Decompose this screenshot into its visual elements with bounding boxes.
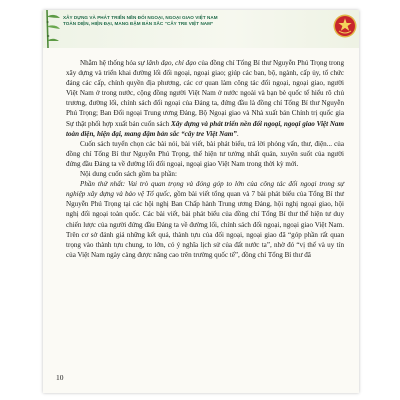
book-page: [43, 10, 359, 393]
running-header: [43, 10, 359, 48]
paragraph: [66, 179, 344, 260]
running-header-line-1: XÂY DỰNG VÀ PHÁT TRIỂN NỀN ĐỐI NGOẠI, NGOẠI GIAO VIỆT NAM: [63, 15, 218, 20]
paragraph: [66, 169, 344, 179]
text-run: Phần thứ nhất: Vai trò quan trọng và đóng góp to lớn của công tác đối ngoại trong sự nghiệp xây dựng và bảo vệ Tổ quốc: [66, 180, 344, 199]
paragraph: [66, 58, 344, 139]
text-run: .: [236, 129, 239, 138]
text-run: Nội dung cuốn sách gồm ba phần:: [80, 170, 177, 179]
page-number: 10: [56, 373, 64, 382]
body-text: [66, 58, 344, 260]
communist-party-emblem-icon: [333, 14, 357, 38]
running-header-line-2: TOÀN DIỆN, HIỆN ĐẠI, MANG ĐẬM BẢN SẮC “CÂY TRE VIỆT NAM”: [63, 21, 214, 27]
running-header-title: [63, 15, 313, 28]
bamboo-leaf-decoration: [43, 10, 61, 48]
text-run: , gồm bài viết tổng quan và 7 bài phát biểu của Tổng Bí thư Nguyễn Phú Trọng tại các hội nghị Ban Chấp hành Trung ương Đảng, hội nghị ngoại giao, hội nghị đối ngoại toàn quốc. Các bài viết, bài phát biểu của đồng chí Tổng Bí thư thể hiện tư duy chiến lược của người đứng đầu Đảng ta về đường lối, chính sách đối ngoại, ngoại giao Việt Nam. Trên cơ sở đánh giá những kết quả, thành tựu của đối ngoại, ngoại giao đã “góp phần rất quan trọng vào thành tựu chung, to lớn, có ý nghĩa lịch sử của đất nước ta”, nhờ đó “vị thế và uy tín của Việt Nam ngày càng được nâng cao trên trường quốc tế”, đồng chí Tổng Bí thư đã: [66, 190, 344, 259]
text-run: của đồng chí Tổng Bí thư Nguyễn Phú Trọng trong xây dựng và triển khai đường lối đối ngoại, ngoại giao; giúp các ban, bộ, ngành, cấp ủy, tổ chức đảng các cấp, chính quyền địa phương, các cơ quan làm công tác đối ngoại, ngoại giao, người Việt Nam ở trong nước, cộng đồng người Việt Nam ở nước ngoài và bạn bè quốc tế hiểu rõ chủ trương, đường lối, chính sách đối ngoại của Đảng ta, đứng đầu là đồng chí Tổng Bí thư Nguyễn Phú Trọng; Ban Đối ngoại Trung ương Đảng, Bộ Ngoại giao và Nhà xuất bản Chính trị quốc gia Sự thật phối hợp xuất bản cuốn sách: [66, 59, 344, 128]
text-run: Nhằm hệ thống hóa: [80, 59, 138, 67]
text-run: sự lãnh đạo, chỉ đạo: [137, 59, 197, 67]
text-run: Cuốn sách tuyển chọn các bài nói, bài viết, bài phát biểu, trả lời phỏng vấn, thư, điện... của đồng chí Tổng Bí thư Nguyễn Phú Trọng, thể hiện tư tưởng nhất quán, xuyên suốt của người đứng đầu Đảng ta về đường lối đối ngoại, ngoại giao Việt Nam trong thời kỳ mới.: [66, 139, 344, 168]
paragraph: [66, 139, 344, 169]
text-run: Xây dựng và phát triển nền đối ngoại, ngoại giao Việt Nam toàn diện, hiện đại, mang đậm bản sắc “cây tre Việt Nam”: [66, 119, 345, 138]
